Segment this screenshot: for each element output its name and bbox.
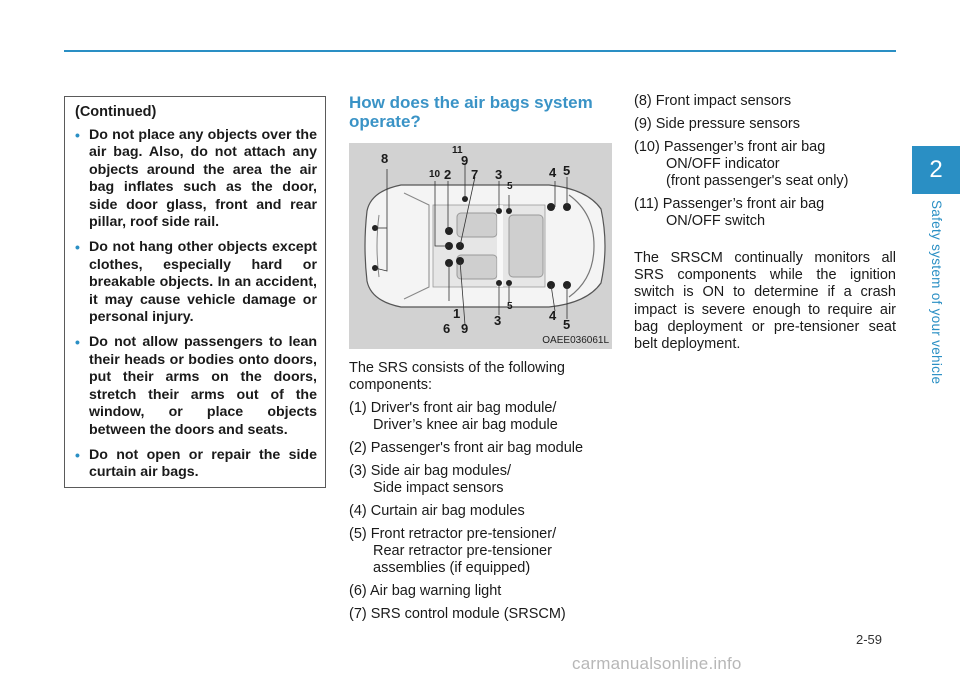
component-item: (10) Passenger’s front air bag ON/OFF indicator (front passenger's seat only) xyxy=(634,139,849,189)
component-item: (9) Side pressure sensors xyxy=(634,116,801,132)
diagram-label: 10 xyxy=(429,169,441,180)
warning-box xyxy=(64,96,326,488)
diagram-label: 4 xyxy=(549,308,557,323)
figure-code: OAEE036061L xyxy=(542,335,609,346)
chapter-number-tab: 2 xyxy=(912,146,960,194)
diagram-label: 3 xyxy=(494,313,502,328)
diagram-label: 6 xyxy=(443,321,451,336)
diagram-label: 11 xyxy=(452,145,463,156)
component-item: (2) Passenger's front air bag module xyxy=(349,440,584,456)
bullet-icon: • xyxy=(75,127,80,143)
bullet-icon: • xyxy=(75,446,80,463)
warning-item: • Do not hang other objects except clothes, especially hard or breakable objects. In an accident, it may cause vehicle damage or personal injury. xyxy=(75,239,317,326)
car-top-view-illustration xyxy=(349,143,612,349)
diagram-label: 5 xyxy=(563,163,571,178)
warning-list xyxy=(75,127,317,482)
component-item: (5) Front retractor pre-tensioner/ Rear retractor pre-tensioner assemblies (if equipped) xyxy=(349,526,557,576)
diagram-label: 9 xyxy=(461,153,469,168)
component-item: (3) Side air bag modules/ Side impact sensors xyxy=(349,463,511,496)
diagram-label: 5 xyxy=(507,181,513,192)
diagram-label: 5 xyxy=(507,301,513,312)
diagram-label: 4 xyxy=(549,165,557,180)
watermark: carmanualsonline.info xyxy=(572,654,742,673)
diagram-label: 9 xyxy=(461,321,469,336)
component-item: (4) Curtain air bag modules xyxy=(349,503,525,519)
section-title: How does the air bags system operate? xyxy=(349,93,593,131)
page-number: 2-59 xyxy=(856,632,883,647)
diagram-label: 3 xyxy=(495,167,503,182)
diagram-label: 2 xyxy=(444,167,452,182)
diagram-label: 1 xyxy=(453,306,461,321)
right-column xyxy=(634,93,896,353)
component-item: (1) Driver's front air bag module/ Driver’s knee air bag module xyxy=(349,400,558,433)
summary-text: The SRSCM continually monitors all SRS components while the ignition switch is ON to determine if a crash impact is severe enough to require air bag deployment or pre-tensioner seat belt deployment. xyxy=(634,250,896,353)
warning-heading: (Continued) xyxy=(75,104,157,120)
airbag-diagram xyxy=(349,143,612,349)
diagram-label: 8 xyxy=(381,151,389,166)
intro-text: The SRS consists of the following components: xyxy=(349,360,565,393)
warning-item: • Do not place any objects over the air bag. Also, do not attach any objects around the area the air bag inflates such as the door, side door glass, front and rear pillar, roof side rail. xyxy=(75,127,317,231)
component-item: (7) SRS control module (SRSCM) xyxy=(349,606,566,622)
component-item: (6) Air bag warning light xyxy=(349,583,502,599)
component-list-left xyxy=(349,400,612,623)
warning-item: • Do not allow passengers to lean their heads or bodies onto doors, put their arms on the doors, stretch their arms out of the window, or place objects between the doors and seats. xyxy=(75,334,317,438)
bullet-icon: • xyxy=(75,239,80,256)
component-list-right xyxy=(634,93,896,230)
middle-column xyxy=(349,93,612,629)
top-rule xyxy=(64,50,896,52)
warning-item: • Do not open or repair the side curtain air bags. xyxy=(75,446,317,481)
bullet-icon: • xyxy=(75,334,80,351)
chapter-title: Safety system of your vehicle xyxy=(929,200,944,385)
component-item: (11) Passenger’s front air bag ON/OFF switch xyxy=(634,196,825,229)
component-item: (8) Front impact sensors xyxy=(634,93,792,109)
diagram-label: 7 xyxy=(471,167,479,182)
diagram-label: 5 xyxy=(563,317,571,332)
